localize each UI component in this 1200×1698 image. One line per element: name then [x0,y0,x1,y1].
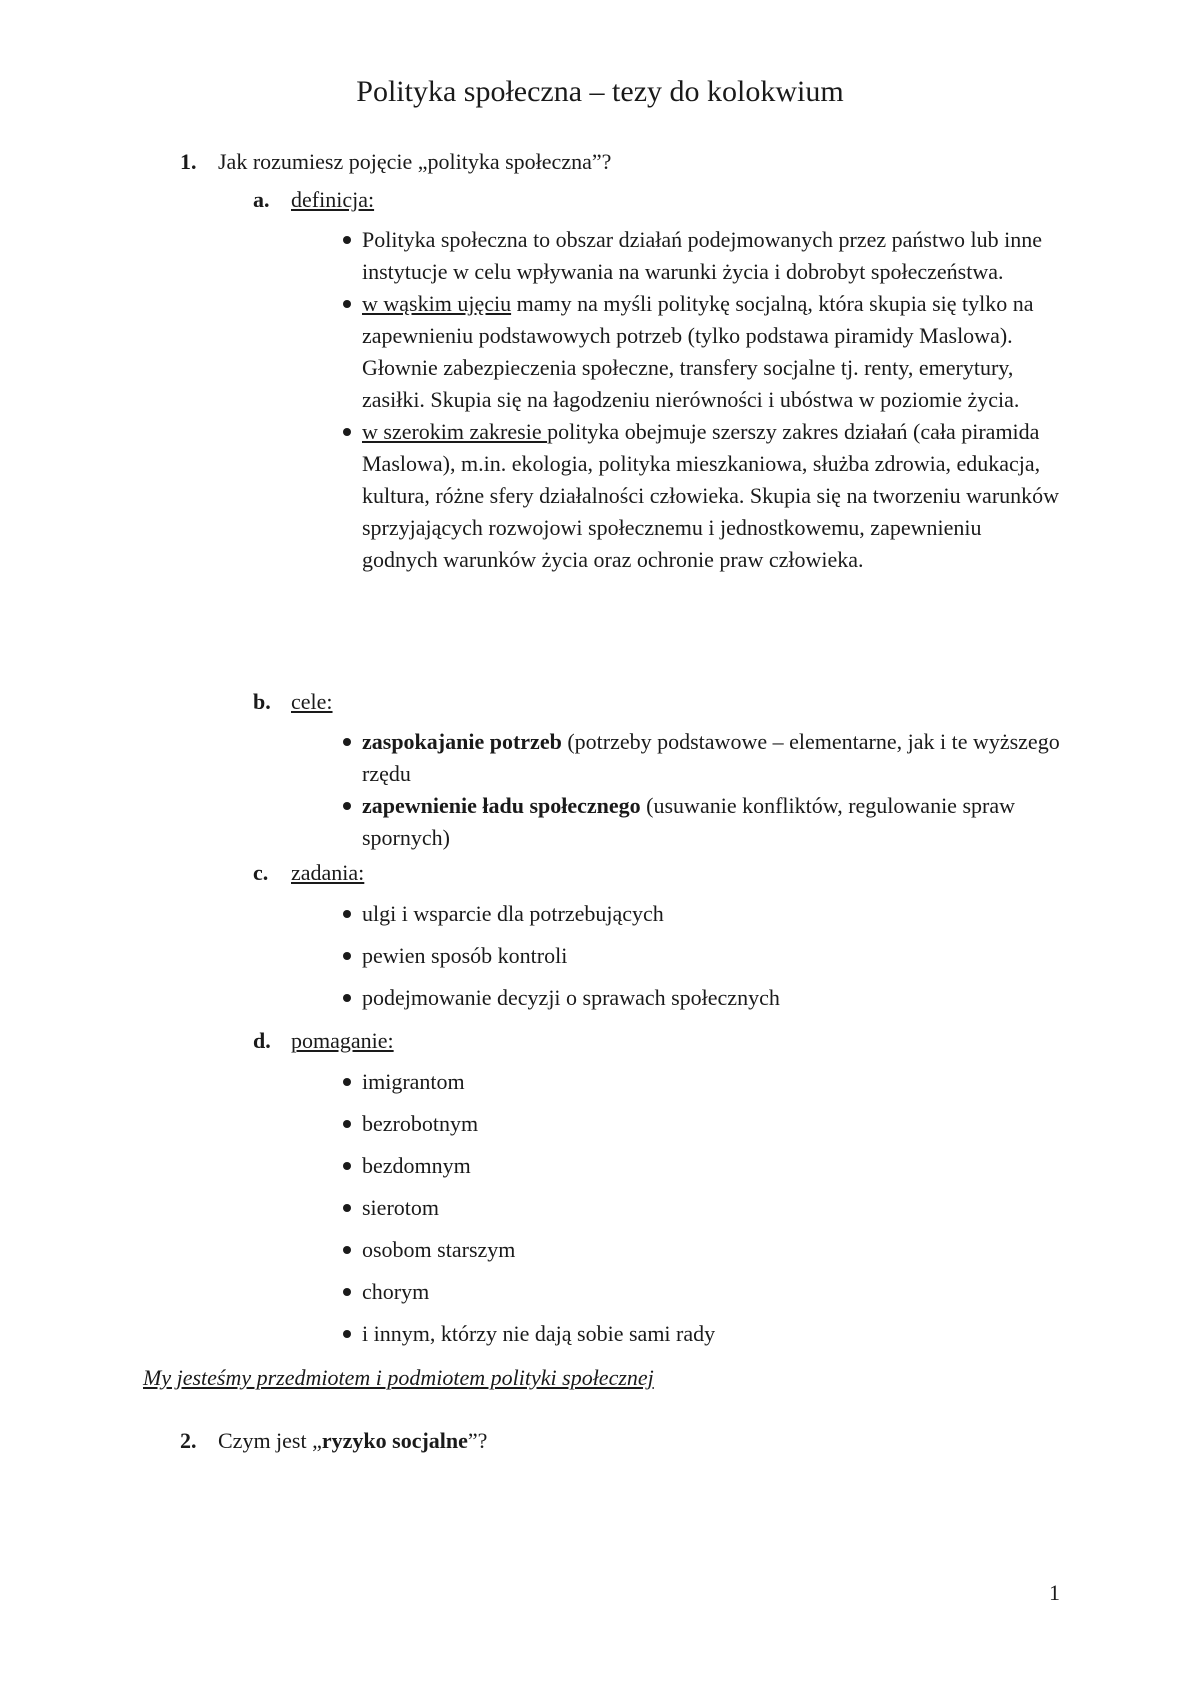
section-letter: d. [253,1028,271,1053]
question-2: 2. Czym jest „ryzyko socjalne”? [180,1425,487,1457]
list-item: imigrantom [340,1066,1060,1098]
section-b-heading [253,686,333,718]
section-letter: b. [253,689,271,714]
question-text: Jak rozumiesz pojęcie „polityka społeczna”? [218,149,612,174]
list-item: podejmowanie decyzji o sprawach społecznych [340,982,1060,1014]
list-item: zapewnienie ładu społecznego (usuwanie konfliktów, regulowanie spraw spornych) [340,790,1060,854]
question-number: 2. [180,1428,197,1453]
help-list [340,1066,1060,1360]
summary-note: My jesteśmy przedmiotem i podmiotem polityki społecznej [143,1365,654,1390]
section-heading: pomaganie: [291,1028,394,1053]
section-heading: cele: [291,689,333,714]
key-term: ryzyko socjalne [321,1428,468,1453]
goals-list [340,726,1060,854]
section-c-heading [253,857,364,889]
page-number: 1 [1049,1580,1060,1605]
section-letter: a. [253,187,270,212]
list-item: w wąskim ujęciu mamy na myśli politykę socjalną, która skupia się tylko na zapewnieniu podstawowych potrzeb (tylko podstawa piramidy Maslowa). Głownie zabezpieczenia społeczne, transfery socjalne tj. renty, emerytury, zasiłki. Skupia się na łagodzeniu nierówności i ubóstwa w poziomie życia. [340,288,1060,416]
broad-scope-term: w szerokim zakresie [362,419,548,444]
list-item: bezdomnym [340,1150,1060,1182]
list-item: i innym, którzy nie dają sobie sami rady [340,1318,1060,1350]
definition-list [340,224,1060,576]
narrow-scope-term: w wąskim ujęciu [362,291,512,316]
section-heading: definicja: [291,187,375,212]
section-d-heading [253,1025,394,1057]
list-item: bezrobotnym [340,1108,1060,1140]
section-a-heading [253,184,374,216]
list-item: chorym [340,1276,1060,1308]
list-item: sierotom [340,1192,1060,1224]
list-item: pewien sposób kontroli [340,940,1060,972]
section-letter: c. [253,860,269,885]
list-item: w szerokim zakresie polityka obejmuje szerszy zakres działań (cała piramida Maslowa), m.in. ekologia, polityka mieszkaniowa, służba zdrowia, edukacja, kultura, różne sfery działalności człowieka. Skupia się na tworzeniu warunków sprzyjających rozwojowi społecznemu i jednostkowemu, zapewnieniu godnych warunków życia oraz ochronie praw człowieka. [340,416,1060,576]
page-title: Polityka społeczna – tezy do kolokwium [356,75,844,108]
list-item: ulgi i wsparcie dla potrzebujących [340,898,1060,930]
list-item: Polityka społeczna to obszar działań podejmowanych przez państwo lub inne instytucje w celu wpływania na warunki życia i dobrobyt społeczeństwa. [340,224,1060,288]
list-item: osobom starszym [340,1234,1060,1266]
question-number: 1. [180,149,197,174]
question-1 [180,146,611,178]
tasks-list [340,898,1060,1024]
section-heading: zadania: [291,860,365,885]
list-item: zaspokajanie potrzeb (potrzeby podstawowe – elementarne, jak i te wyższego rzędu [340,726,1060,790]
